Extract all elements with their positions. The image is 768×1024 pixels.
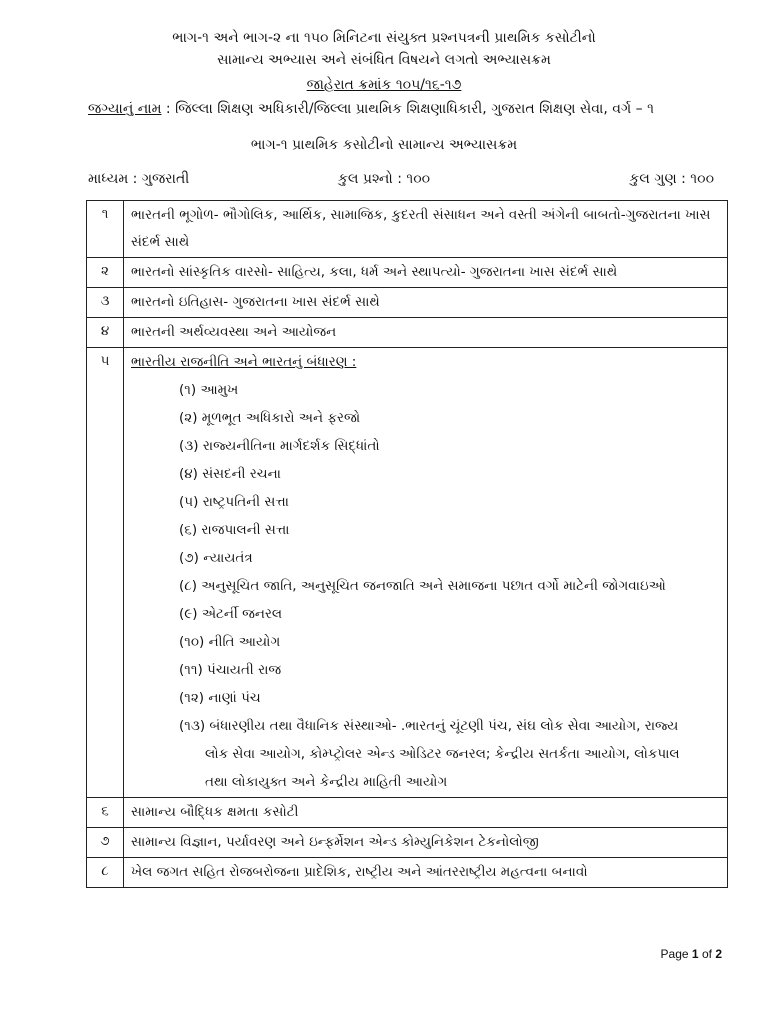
list-item: (૨) મૂળભૂત અધિકારો અને ફરજો [179,410,361,426]
section-title: ભાગ-૧ પ્રાથમિક કસોટીનો સામાન્ય અભ્યાસક્રમ [250,137,518,153]
row-number: ૬ [87,798,124,828]
advertisement-number-text: જાહેરાત ક્રમાંક ૧૦૫/૧૬-૧૭ [306,77,462,93]
list-item: (૪) સંસદની રચના [179,466,281,482]
page-number [661,947,722,961]
advertisement-number [0,77,768,93]
list-item: (૧૨) નાણાં પંચ [179,690,261,706]
header-line-2: સામાન્ય અભ્યાસ અને સંબંધિત વિષયને લગતો અભ્યાસક્રમ [217,52,551,68]
syllabus-table [86,200,728,888]
list-item: (૧) આમુખ [179,382,239,398]
post-name-value: : જિલ્લા શિક્ષણ અધિકારી/જિલ્લા પ્રાથમિક શિક્ષણાધિકારી, ગુજરાત શિક્ષણ સેવા, વર્ગ – ૧ [161,101,654,117]
constitutional-bodies-line-1: (૧૩) બંધારણીય તથા વૈધાનિક સંસ્થાઓ- .ભારતનું ચૂંટણી પંચ, સંઘ લોક સેવા આયોગ, રાજ્ય [179,718,679,734]
row-number: ૮ [87,858,124,888]
list-item: (૧૦) નીતિ આયોગ [179,634,281,650]
constitutional-bodies-line-2: લોક સેવા આયોગ, કોમ્પ્ટ્રોલર એન્ડ ઓડિટર જનરલ; કેન્દ્રીય સતર્કતા આયોગ, લોકપાલ [205,746,680,762]
post-name [88,101,654,117]
list-item: (૭) ન્યાયતંત્ર [179,550,253,566]
row-number: ૭ [87,828,124,858]
polity-cell [124,348,728,798]
table-row [87,798,728,828]
constitutional-bodies-line-3: તથા લોકાયુક્ત અને કેન્દ્રીય માહિતી આયોગ [205,774,448,790]
list-item: (૫) રાષ્ટ્રપતિની સત્તા [179,494,289,510]
list-item: (૧૧) પંચાયતી રાજ [179,662,282,678]
table-row [87,201,728,258]
row-text: સામાન્ય વિજ્ઞાન, પર્યાવરણ અને ઇન્ફર્મેશન એન્ડ કોમ્યુનિકેશન ટેકનોલોજી [124,828,728,858]
row-number: ૧ [87,201,124,258]
current-page: 1 [691,947,699,961]
table-row [87,318,728,348]
post-name-label: જગ્યાનું નામ [88,101,162,117]
list-item: (૯) એટર્ની જનરલ [179,606,283,622]
table-row [87,858,728,888]
polity-subtopics [131,376,719,796]
exam-meta [88,171,714,193]
list-item: (૮) અનુસૂચિત જાતિ, અનુસૂચિત જનજાતિ અને સમાજના પછાત વર્ગો માટેની જોગવાઇઓ [179,578,666,594]
table-row [87,288,728,318]
of-word: of [701,947,712,961]
row-number: ૩ [87,288,124,318]
table-row [87,348,728,798]
header-line-1: ભાગ-૧ અને ભાગ-૨ ના ૧૫૦ મિનિટના સંયુક્ત પ્રશ્નપત્રની પ્રાથમિક કસોટીનો [172,30,596,46]
row-text: ભારતનો ઇતિહાસ- ગુજરાતના ખાસ સંદર્ભ સાથે [124,288,728,318]
row-number: ૫ [87,348,124,798]
total-questions: કુલ પ્રશ્નો : ૧૦૦ [338,171,431,187]
row-text: ભારતનો સાંસ્કૃતિક વારસો- સાહિત્ય, કલા, ધર્મ અને સ્થાપત્યો- ગુજરાતના ખાસ સંદર્ભ સાથે [124,258,728,288]
row-text: ભારતની ભૂગોળ- ભૌગોલિક, આર્થિક, સામાજિક, કુદરતી સંસાધન અને વસ્તી અંગેની બાબતો-ગુજરાતના ખાસ સંદર્ભ સાથે [124,201,728,258]
row-number: ૨ [87,258,124,288]
row-text: ખેલ જગત સહિત રોજબરોજના પ્રાદેશિક, રાષ્ટ્રીય અને આંતરરાષ્ટ્રીય મહત્વના બનાવો [124,858,728,888]
page-word: Page [660,947,689,961]
row-text: ભારતની અર્થવ્યવસ્થા અને આયોજન [124,318,728,348]
list-item: (૩) રાજ્યનીતિના માર્ગદર્શક સિદ્ધાંતો [179,438,380,454]
total-pages: 2 [715,947,722,961]
row-number: ૪ [87,318,124,348]
row-text: સામાન્ય બૌદ્ધિક ક્ષમતા કસોટી [124,798,728,828]
table-row [87,828,728,858]
total-marks: કુલ ગુણ : ૧૦૦ [629,171,714,187]
polity-heading: ભારતીય રાજનીતિ અને ભારતનું બંધારણ : [131,354,357,370]
list-item: (૬) રાજપાલની સત્તા [179,522,290,538]
table-row [87,258,728,288]
medium-label: માધ્યમ : ગુજરાતી [88,171,190,187]
list-item [179,712,719,796]
